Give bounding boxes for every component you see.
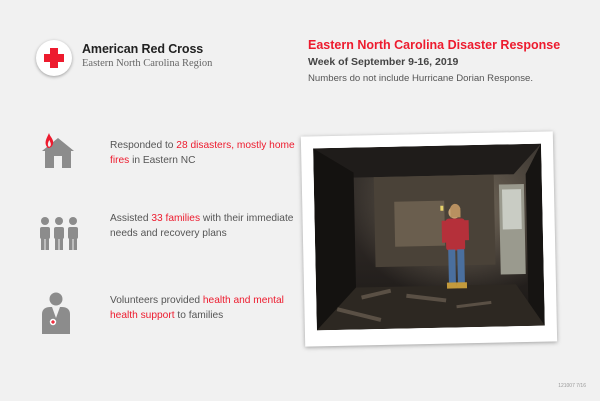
week-range: Week of September 9-16, 2019: [308, 56, 459, 68]
footnote-code: 121007 7/16: [558, 383, 586, 389]
disclaimer-note: Numbers do not include Hurricane Dorian Response.: [308, 73, 534, 84]
org-name: American Red Cross: [82, 42, 204, 56]
red-cross-logo: [36, 40, 72, 76]
fire-damage-photo: [313, 144, 545, 331]
page-title: Eastern North Carolina Disaster Response: [308, 38, 561, 52]
stat-disasters: Responded to 28 disasters, mostly home fires in Eastern NC: [110, 140, 295, 166]
volunteer-icon: [40, 292, 72, 334]
stat-volunteers: Volunteers provided health and mental health support to families: [110, 295, 284, 321]
stat-families: Assisted 33 families with their immediate needs and recovery plans: [110, 213, 294, 239]
org-region: Eastern North Carolina Region: [82, 58, 213, 69]
family-icon: [38, 216, 80, 250]
house-fire-icon: [38, 131, 78, 169]
photo-frame: [301, 131, 557, 346]
